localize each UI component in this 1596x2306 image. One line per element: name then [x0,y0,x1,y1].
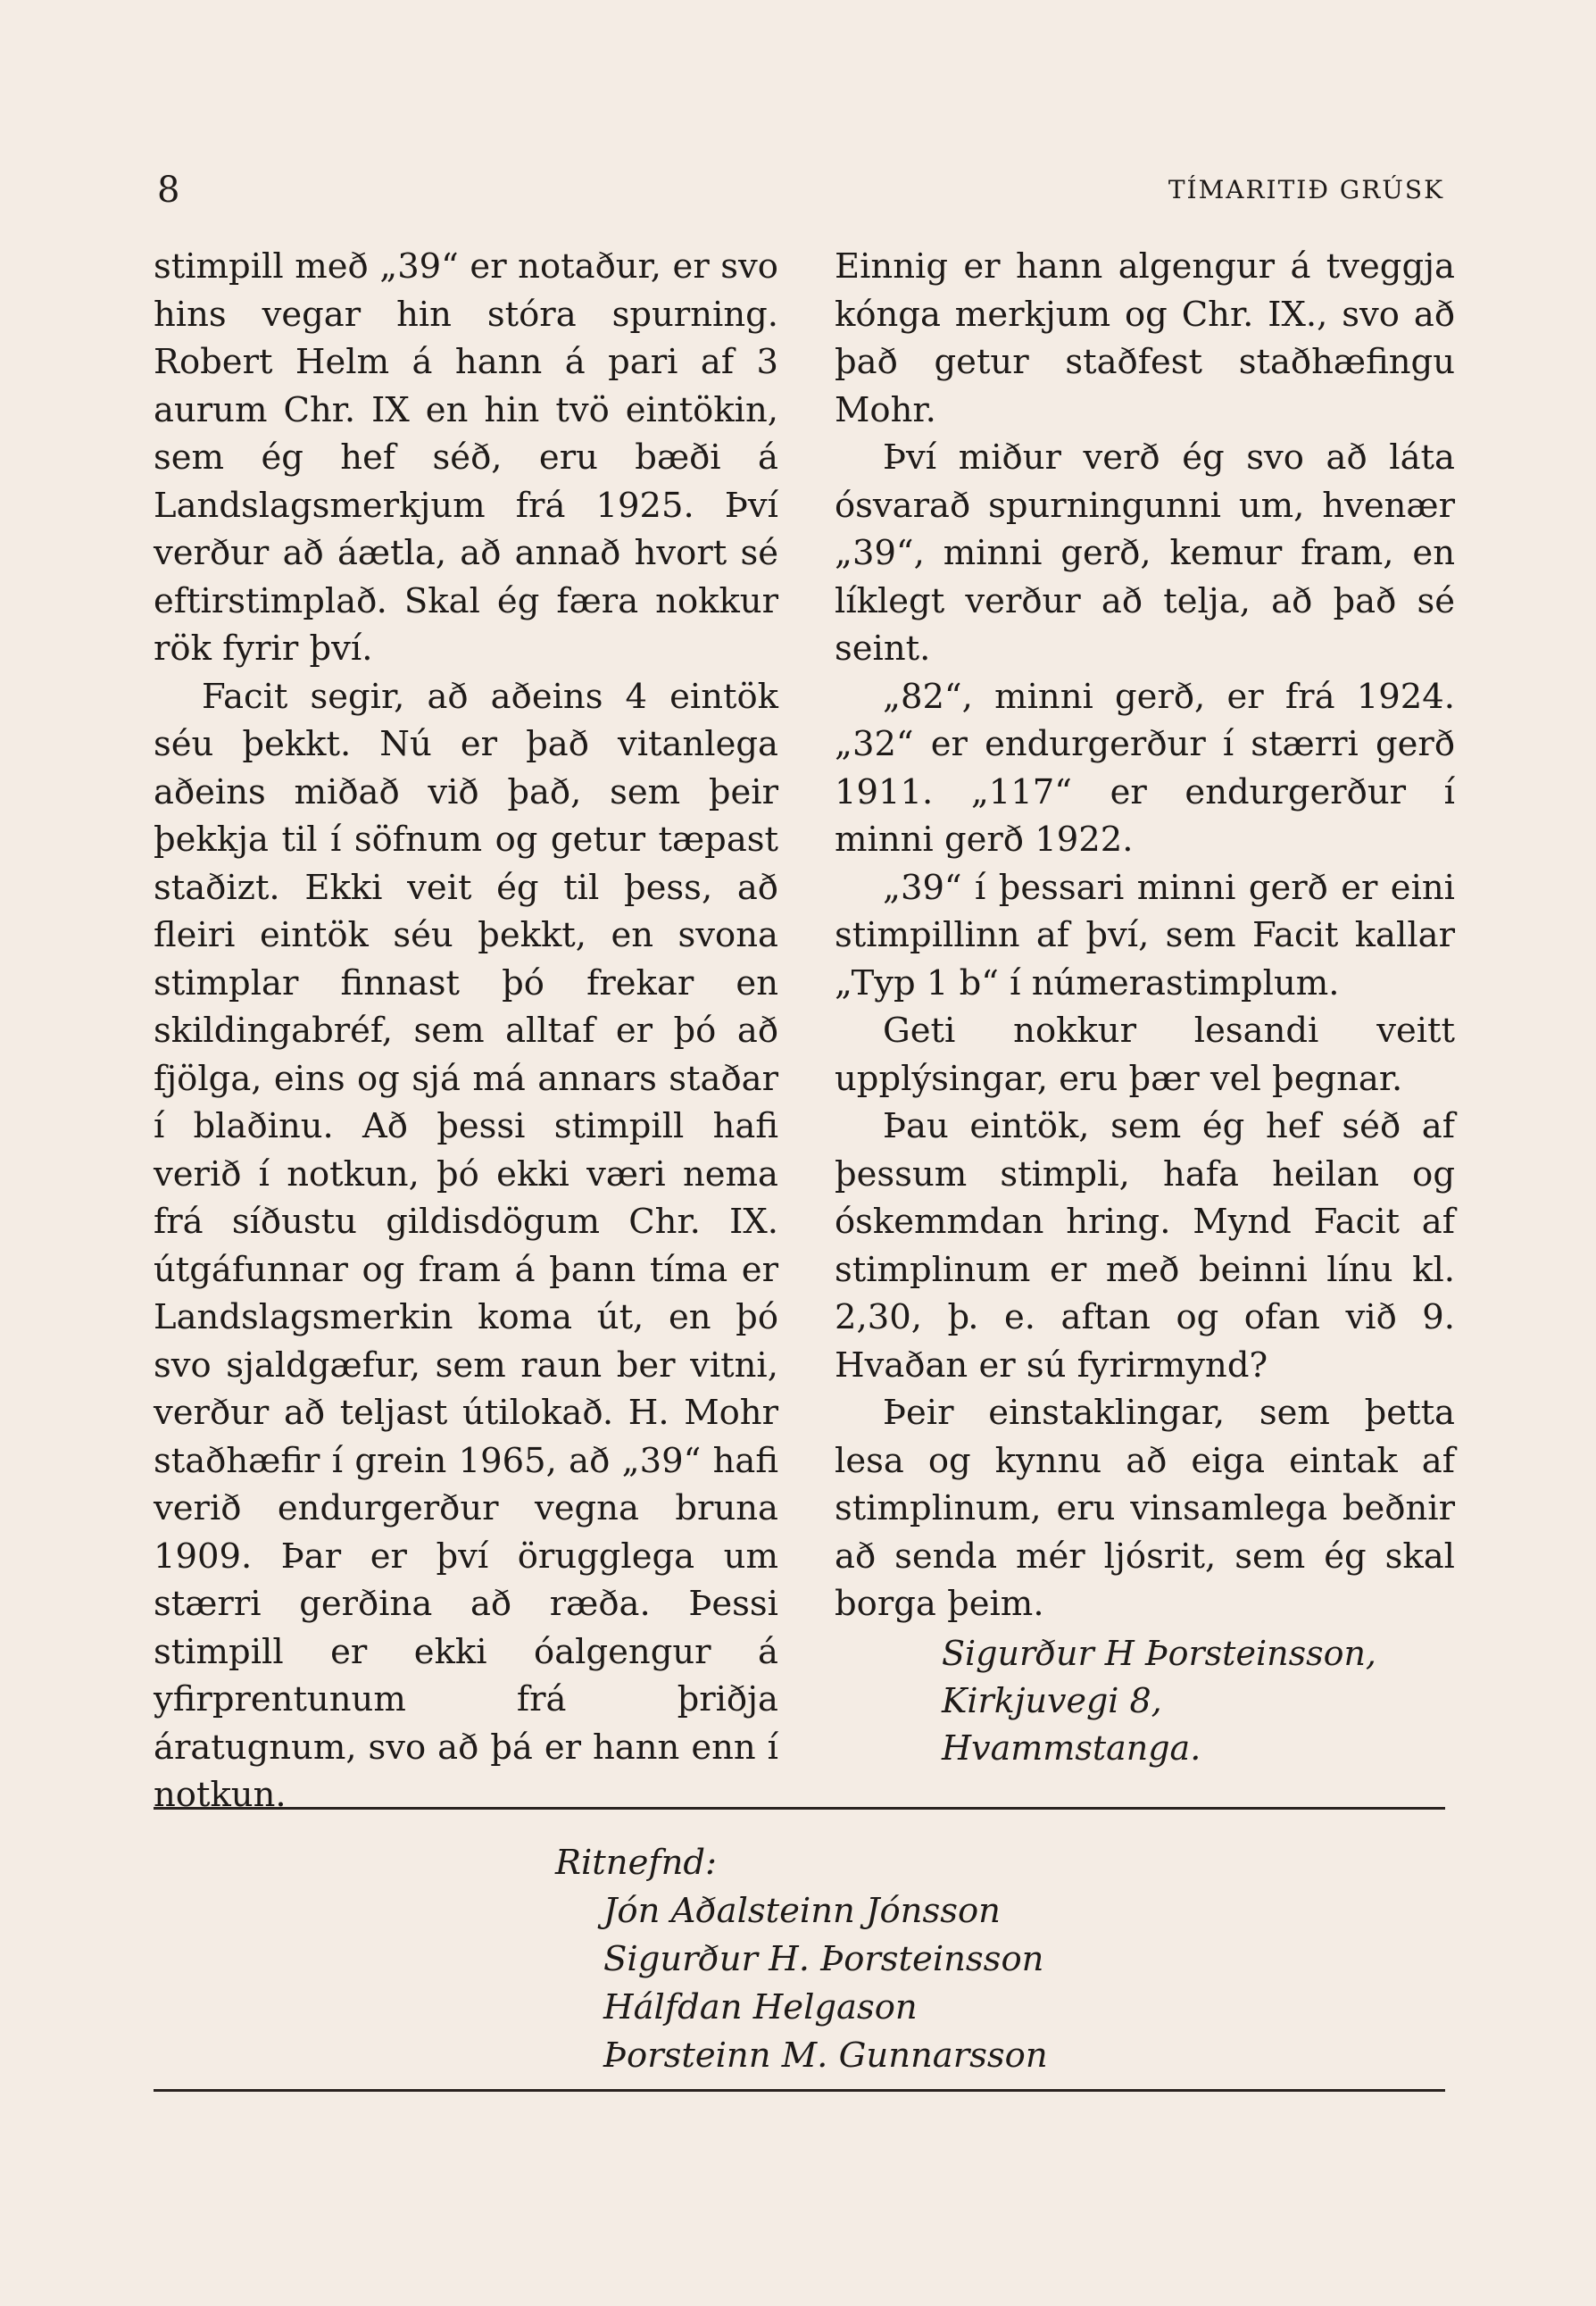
author-street: Kirkjuvegi 8, [942,1680,1162,1720]
board-member: Þorsteinn M. Gunnarsson [603,2035,1048,2076]
page-number: 8 [157,170,180,211]
article-paragraph: Facit segir, að aðeins 4 eintök séu þekkt. Nú er það vitanlega aðeins miðað við það, sem þeir þekkja til í söfnum og getur tæpast staðizt. Ekki veit ég til þess, að fleiri eintök séu þekkt, en svona stimplar finnast þó frekar en skildingabréf, sem alltaf er þó að fjölga, eins og sjá má annars staðar í blaðinu. Að þessi stimpill hafi verið í notkun, þó ekki væri nema frá síðustu gildisdögum Chr. IX. útgáfunnar og fram á þann tíma er Landslagsmerkin koma út, en þó svo sjaldgæfur, sem raun ber vitni, verður að teljast útilokað. H. Mohr staðhæfir í grein 1965, að „39“ hafi verið endurgerður vegna bruna 1909. Þar er því örugglega um stærri gerðina að ræða. Þessi stimpill er ekki óalgengur á yfirprentunum frá þriðja áratugnum, svo að þá er hann enn í notkun. [154,676,778,1815]
article-paragraph: Þau eintök, sem ég hef séð af þessum stimpli, hafa heilan og óskemmdan hring. Mynd Facit af stimplinum er með beinni línu kl. 2,30, þ. e. aftan og ofan við 9. Hvaðan er sú fyrirmynd? [835,1106,1455,1386]
article-paragraph: Þeir einstaklingar, sem þetta lesa og kynnu að eiga eintak af stimplinum, eru vinsamlega beðnir að senda mér ljósrit, sem ég skal borga þeim. [835,1393,1455,1624]
running-head: TÍMARITIÐ GRÚSK [1168,175,1444,204]
author-name: Sigurður H Þorsteinsson, [942,1633,1377,1673]
board-member: Hálfdan Helgason [603,1987,918,2027]
author-town: Hvammstanga. [942,1727,1201,1768]
right-column [835,243,1455,1772]
board-member: Jón Aðalsteinn Jónsson [603,1891,1001,1931]
article-paragraph: stimpill með „39“ er notaður, er svo hins vegar hin stóra spurning. Robert Helm á hann á pari af 3 aurum Chr. IX en hin tvö eintökin, sem ég hef séð, eru bæði á Landslagsmerkjum frá 1925. Því verður að áætla, að annað hvort sé eftirstimplað. Skal ég færa nokkur rök fyrir því. [154,246,778,669]
article-paragraph: Því miður verð ég svo að láta ósvarað spurningunni um, hvenær „39“, minni gerð, kemur fram, en líklegt verður að telja, að það sé seint. [835,437,1455,669]
article-paragraph: Geti nokkur lesandi veitt upplýsingar, eru þær vel þegnar. [835,1011,1455,1099]
article-paragraph: „82“, minni gerð, er frá 1924. „32“ er endurgerður í stærri gerð 1911. „117“ er endurgerður í minni gerð 1922. [835,676,1455,860]
horizontal-divider [154,1807,1445,1810]
article-paragraph: Einnig er hann algengur á tveggja kónga merkjum og Chr. IX., svo að það getur staðfest staðhæfingu Mohr. [835,246,1455,430]
editorial-board [555,1839,1048,2080]
author-signature [942,1630,1455,1772]
horizontal-divider [154,2089,1445,2092]
left-column [154,243,778,1819]
article-paragraph: „39“ í þessari minni gerð er eini stimpillinn af því, sem Facit kallar „Typ 1 b“ í númerastimplum. [835,867,1455,1003]
editorial-board-members [603,1887,1048,2080]
board-member: Sigurður H. Þorsteinsson [603,1939,1044,1979]
editorial-board-title: Ritnefnd: [555,1843,718,1883]
